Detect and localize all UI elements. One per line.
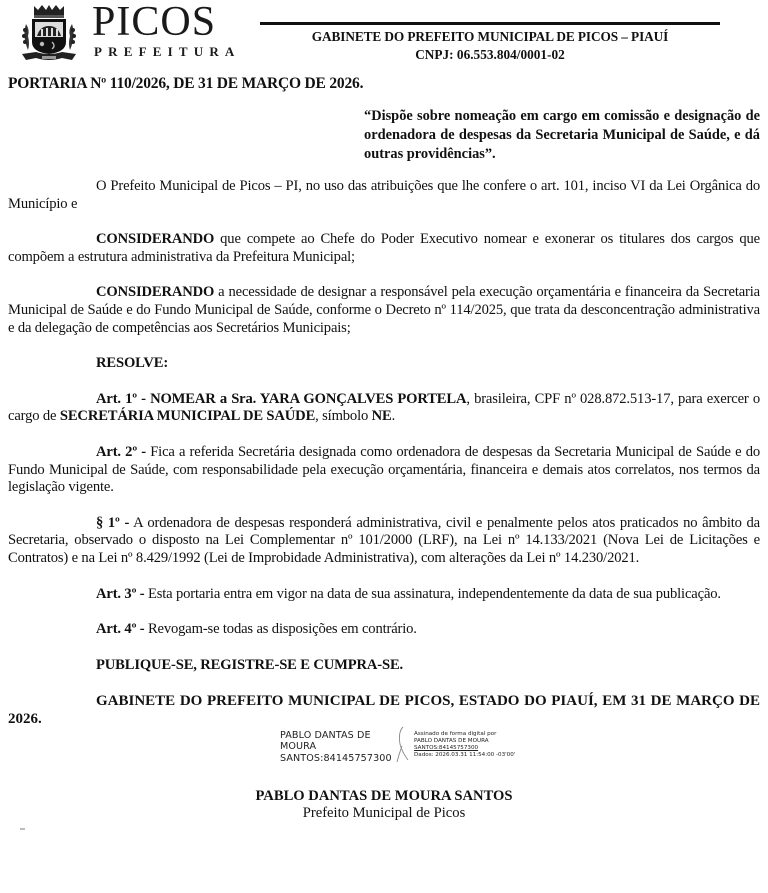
- header-cnpj: CNPJ: 06.553.804/0001-02: [415, 47, 565, 62]
- header-organization: GABINETE DO PREFEITO MUNICIPAL DE PICOS – PIAUÍ: [311, 29, 669, 44]
- digital-signature: [280, 730, 760, 776]
- ementa: “Dispõe sobre nomeação em cargo em comissão e designação de ordenadora de despesas da Secretaria Municipal de Saúde, e dá outras providências”.: [364, 108, 760, 162]
- considerando-2-text: a necessidade de designar a responsável pela execução orçamentária e financeira da Secretaria Municipal de Saúde e do Fundo Municipal de Saúde, conforme o Decreto nº 114/2025, que trata da desconcentração administrativa e da delegação de competências aos Secretários Municipais;: [8, 284, 760, 336]
- scan-artifact: [20, 828, 25, 830]
- digital-signature-name-line-1: PABLO DANTAS DE: [280, 730, 371, 742]
- digital-signature-details: [414, 731, 554, 759]
- digital-signature-name-line-2: MOURA: [280, 741, 317, 753]
- article-2-lead: Art. 2º -: [96, 443, 146, 460]
- article-2-text: Fica a referida Secretária designada como ordenadora de despesas da Secretaria Municipal de Saúde e do Fundo Municipal de Saúde, com responsabilidade pela execução orçamentária, financeira e demais atos correlatos, nos termos da legislação vigente.: [8, 443, 761, 496]
- signer-name: PABLO DANTAS DE MOURA SANTOS: [255, 788, 513, 805]
- publication-order-text: PUBLIQUE-SE, REGISTRE-SE E CUMPRA-SE.: [96, 656, 404, 673]
- considerando-2: [8, 284, 760, 337]
- signature-meta-line-1: Assinado de forma digital por: [414, 731, 497, 738]
- article-4-text: Revogam-se todas as disposições em contrário.: [144, 621, 417, 638]
- article-4: [8, 621, 760, 639]
- signature-meta-line-4: Dados: 2026.03.31 11:54:00 -03'00': [414, 752, 516, 758]
- document-title: PORTARIA Nº 110/2026, DE 31 DE MARÇO DE 2026.: [8, 75, 364, 92]
- preamble: [8, 178, 760, 213]
- document-body: [0, 70, 768, 830]
- paragraph-1: [8, 515, 760, 568]
- brand-subtitle: PREFEITURA: [94, 44, 241, 59]
- signature-meta-line-2: PABLO DANTAS DE MOURA: [414, 738, 489, 745]
- resolve: [8, 355, 760, 373]
- paragraph-1-text: A ordenadora de despesas responderá administrativa, civil e penalmente pelos atos praticados no âmbito da Secretaria, observado o disposto na Lei Complementar nº 101/2000 (LRF), na Lei nº 14.133/2021 (Nova Lei de Licitações e Contratos) e na Lei nº 8.429/1992 (Lei de Improbidade Administrativa), com alterações da Lei nº 14.230/2021.: [8, 514, 760, 566]
- article-1-text-b: , símbolo: [315, 408, 372, 425]
- signature-stroke-icon: [396, 726, 412, 764]
- coat-of-arms-icon: [16, 4, 82, 64]
- considerando-2-lead: CONSIDERANDO: [96, 284, 215, 301]
- resolve-label: RESOLVE:: [96, 355, 169, 372]
- article-1: [8, 391, 760, 426]
- article-2: [8, 444, 760, 497]
- article-3-text: Esta portaria entra em vigor na data de sua assinatura, independentemente da data de sua publicação.: [144, 585, 721, 602]
- considerando-1-lead: CONSIDERANDO: [96, 231, 215, 248]
- signer-role: Prefeito Municipal de Picos: [302, 805, 466, 822]
- signature-meta-line-3: SANTOS:84145757300: [414, 745, 479, 752]
- article-1-position: SECRETÁRIA MUNICIPAL DE SAÚDE: [59, 408, 316, 425]
- digital-signature-name: [280, 730, 392, 764]
- publication-order: [8, 657, 760, 675]
- article-1-symbol: NE: [371, 408, 392, 425]
- article-3-lead: Art. 3º -: [96, 585, 145, 602]
- header-divider: [260, 22, 720, 25]
- article-1-text-c: .: [391, 408, 396, 425]
- brand-name: PICOS: [92, 0, 217, 45]
- closing-text: GABINETE DO PREFEITO MUNICIPAL DE PICOS, ESTADO DO PIAUÍ, EM 31 DE MARÇO DE 2026.: [8, 693, 760, 728]
- letterhead: [0, 0, 768, 70]
- article-4-lead: Art. 4º -: [96, 621, 145, 638]
- article-1-text-a: , brasileira, CPF nº 028.872.513-17, para exercer o cargo de: [8, 390, 760, 425]
- closing-statement: [8, 692, 760, 728]
- paragraph-1-lead: § 1º -: [96, 514, 130, 531]
- digital-signature-name-line-3: SANTOS:84145757300: [280, 752, 392, 764]
- preamble-text: O Prefeito Municipal de Picos – PI, no uso das atribuições que lhe confere o art. 101, inciso VI da Lei Orgânica do Município e: [8, 178, 760, 212]
- article-3: [8, 586, 760, 604]
- considerando-1-text: que compete ao Chefe do Poder Executivo nomear e exonerar os titulares dos cargos que compõem a estrutura administrativa da Prefeitura Municipal;: [8, 231, 760, 265]
- article-1-lead: Art. 1º - NOMEAR a Sra. YARA GONÇALVES PORTELA: [96, 390, 467, 407]
- considerando-1: [8, 231, 760, 266]
